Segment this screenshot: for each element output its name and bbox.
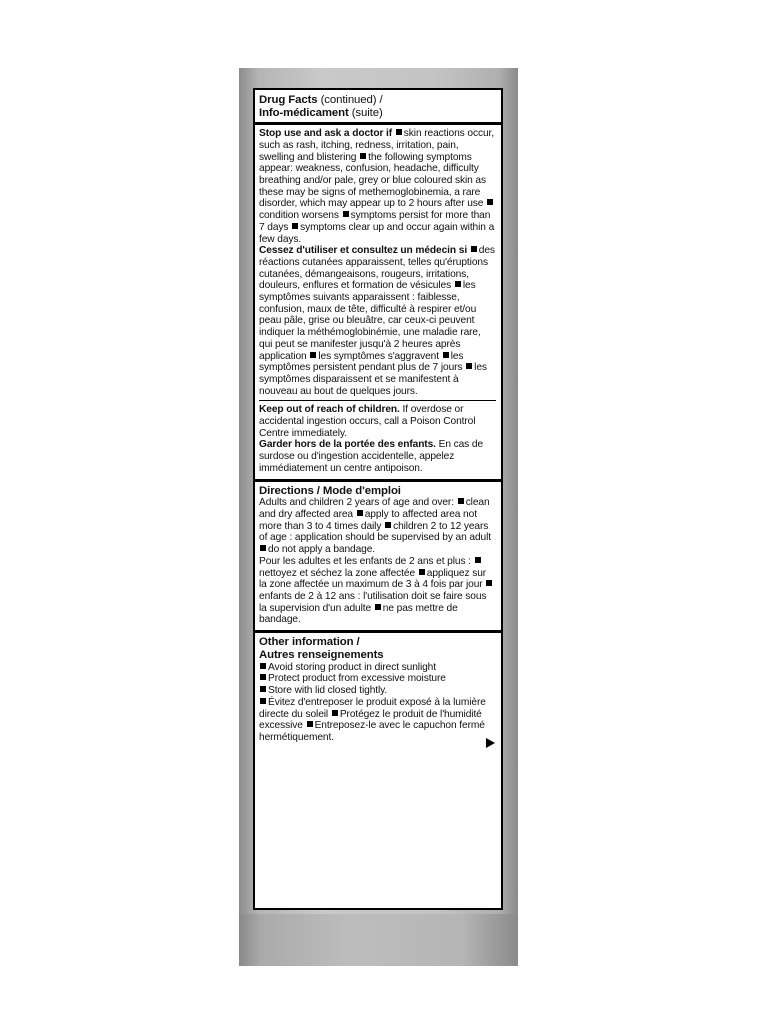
directions-section <box>255 482 501 634</box>
black-square-icon <box>486 580 492 586</box>
stop-use-en-lead: Stop use and ask a doctor if <box>259 128 393 140</box>
other-info-en-item-row <box>259 662 496 674</box>
black-square-icon <box>332 710 338 716</box>
product-tube <box>239 68 518 966</box>
stop-use-en-item: symptoms persist for more than 7 days <box>259 210 491 233</box>
black-square-icon <box>357 510 363 516</box>
directions-en <box>259 497 496 556</box>
black-square-icon <box>475 557 481 563</box>
other-information-section <box>255 633 501 752</box>
black-square-icon <box>360 153 366 159</box>
stop-use-fr <box>259 245 496 397</box>
stop-use-fr-item: des réactions cutanées apparaissent, telles qu'éruptions cutanées, démangeaisons, rougeurs, irritations, douleurs, enflures et formation de vésicules <box>259 245 495 292</box>
directions-fr-item: nettoyez et séchez la zone affectée <box>259 567 416 579</box>
black-square-icon <box>260 686 266 692</box>
keep-out-fr-text: En cas de surdose ou d'ingestion accidentelle, appelez immédiatement un centre antipoison. <box>259 439 484 474</box>
other-info-en-item-row <box>259 685 496 697</box>
black-square-icon <box>260 674 266 680</box>
other-info-title-fr: Autres renseignements <box>259 648 384 661</box>
black-square-icon <box>260 698 266 704</box>
black-square-icon <box>310 352 316 358</box>
drug-facts-header <box>255 90 501 125</box>
directions-en-item: children 2 to 12 years of age : application should be supervised by an adult <box>259 520 492 544</box>
stop-use-en-item: symptoms clear up and occur again within a few days. <box>259 221 495 245</box>
stop-use-en-item: skin reactions occur, such as rash, itching, redness, irritation, pain, swelling and blistering <box>259 128 494 163</box>
black-square-icon <box>260 545 266 551</box>
black-square-icon <box>292 223 298 229</box>
directions-en-intro: Adults and children 2 years of age and over: <box>259 497 454 509</box>
stop-use-fr-item: les symptômes s'aggravent <box>318 350 439 362</box>
black-square-icon <box>343 211 349 217</box>
other-info-en-item: Store with lid closed tightly. <box>268 685 388 697</box>
section-divider <box>259 400 496 401</box>
other-info-title-en: Other information / <box>259 636 360 649</box>
black-square-icon <box>396 129 402 135</box>
other-info-fr-item: Entreposez-le avec le capuchon fermé hermétiquement. <box>259 720 485 743</box>
triangle-right-icon <box>486 738 495 748</box>
other-info-fr-item: Évitez d'entreposer le produit exposé à la lumière directe du soleil <box>259 696 486 720</box>
black-square-icon <box>419 569 425 575</box>
black-square-icon <box>307 721 313 727</box>
directions-en-item: clean and dry affected area <box>259 497 490 521</box>
directions-title: Directions / Mode d'emploi <box>259 484 401 497</box>
directions-fr-item: appliquez sur la zone affectée un maximum de 3 à 4 fois par jour <box>259 567 487 591</box>
directions-fr <box>259 556 496 626</box>
stop-use-fr-lead: Cessez d'utiliser et consultez un médecin si <box>259 245 468 257</box>
stop-use-fr-item: les symptômes persistent pendant plus de 7 jours <box>259 350 464 374</box>
header-subtitle-fr: (suite) <box>348 106 383 119</box>
black-square-icon <box>385 522 391 528</box>
keep-out-fr <box>259 439 496 474</box>
directions-fr-intro: Pour les adultes et les enfants de 2 ans et plus : <box>259 555 471 567</box>
stop-use-fr-item: les symptômes suivants apparaissent : faiblesse, confusion, maux de tête, difficulté à respirer et/ou peau pâle, grise ou bleuâtre, car ceux-ci peuvent indiquer la méthémoglobinémie, une maladie rare, qui peut se manifester jusqu'à 2 heures après application <box>259 280 481 362</box>
other-info-fr-item: Protégez le produit de l'humidité excessive <box>259 708 482 732</box>
stop-use-en <box>259 128 496 245</box>
tube-crimp <box>239 914 518 966</box>
black-square-icon <box>466 363 472 369</box>
other-info-en-item-row <box>259 673 496 685</box>
header-title-fr: Info-médicament <box>259 106 349 119</box>
black-square-icon <box>260 663 266 669</box>
black-square-icon <box>455 281 461 287</box>
black-square-icon <box>458 498 464 504</box>
other-info-en-item: Avoid storing product in direct sunlight <box>268 661 436 673</box>
directions-en-item: do not apply a bandage. <box>268 544 376 556</box>
directions-en-item: apply to affected area not more than 3 to 4 times daily <box>259 509 477 532</box>
directions-fr-item: enfants de 2 à 12 ans : l'utilisation doit se faire sous la supervision d'un adulte <box>259 591 487 614</box>
stop-use-en-item: the following symptoms appear: weakness, confusion, headache, difficulty breathing and/or pale, grey or blue coloured skin as these may be signs of methemoglobinemia, a rare disorder, which may appear up to 2 hours after use <box>259 151 486 210</box>
black-square-icon <box>375 604 381 610</box>
drug-facts-label <box>253 88 503 910</box>
keep-out-en-lead: Keep out of reach of children. <box>259 404 400 416</box>
black-square-icon <box>487 199 493 205</box>
keep-out-en <box>259 404 496 439</box>
stop-use-en-item: condition worsens <box>259 210 339 222</box>
header-subtitle-en: (continued) / <box>317 94 383 106</box>
keep-out-en-text: If overdose or accidental ingestion occurs, call a Poison Control Centre immediately. <box>259 404 476 439</box>
black-square-icon <box>471 246 477 252</box>
other-info-fr <box>259 697 496 744</box>
header-title-en: Drug Facts <box>259 94 318 106</box>
keep-out-fr-lead: Garder hors de la portée des enfants. <box>259 439 436 451</box>
other-info-en-item: Protect product from excessive moisture <box>268 673 446 685</box>
stop-use-fr-item: les symptômes disparaissent et se manifestent à nouveau au bout de quelques jours. <box>259 362 487 397</box>
directions-fr-item: ne pas mettre de bandage. <box>259 602 458 626</box>
black-square-icon <box>443 352 449 358</box>
warnings-section <box>255 125 501 481</box>
